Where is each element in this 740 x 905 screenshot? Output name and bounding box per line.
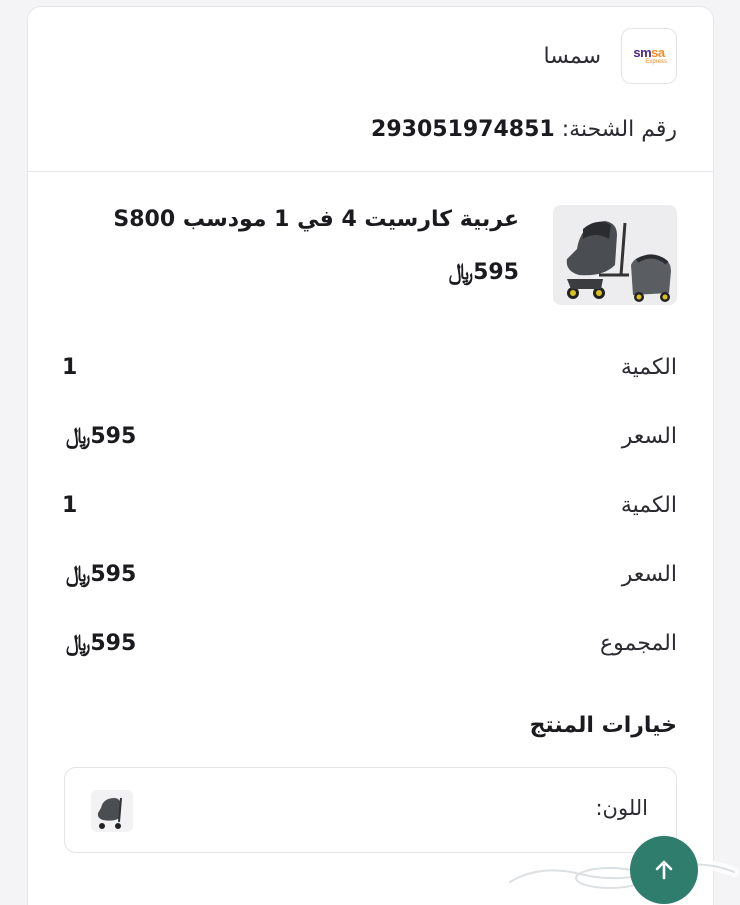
detail-value: 595﷼: [66, 561, 137, 587]
detail-row-price: [62, 418, 677, 454]
shipper-name: سمسا: [543, 43, 601, 69]
option-color-label: اللون:: [595, 796, 648, 820]
detail-label: المجموع: [600, 630, 677, 656]
shipment-card: [27, 6, 714, 905]
riyal-icon: ﷼: [66, 630, 91, 656]
option-color[interactable]: [64, 767, 677, 853]
arrow-up-icon: [650, 856, 678, 884]
product-price-value: 595: [473, 260, 519, 285]
product-image[interactable]: [553, 205, 677, 305]
detail-value: 595﷼: [66, 630, 137, 656]
detail-value: 595﷼: [66, 423, 137, 449]
detail-row-price: [62, 556, 677, 592]
scroll-top-button[interactable]: [630, 836, 698, 904]
tracking-label: رقم الشحنة:: [561, 117, 677, 142]
tracking-number: [371, 117, 677, 142]
detail-label: الكمية: [620, 354, 677, 380]
logo-sm: sm: [633, 44, 652, 60]
logo-sub: Express: [645, 58, 667, 65]
product-price: [445, 260, 519, 285]
shipper-header: [544, 28, 677, 84]
detail-label: الكمية: [620, 492, 677, 518]
detail-row-quantity: [62, 487, 677, 523]
detail-value: 1: [62, 492, 78, 518]
tracking-value[interactable]: 293051974851: [371, 117, 555, 142]
haraj-watermark: [500, 848, 740, 898]
option-color-thumbnail[interactable]: [91, 790, 133, 832]
product-options-title: خيارات المنتج: [529, 713, 677, 738]
logo-sa: sa: [651, 44, 665, 60]
riyal-icon: ﷼: [66, 423, 91, 449]
detail-row-total: [62, 625, 677, 661]
detail-value: 1: [62, 354, 78, 380]
detail-row-quantity: [62, 349, 677, 385]
product-title[interactable]: عربية كارسيت 4 في 1 مودسب S800: [113, 207, 519, 232]
riyal-icon: ﷼: [66, 561, 91, 587]
stroller-image: [553, 205, 677, 305]
detail-label: السعر: [621, 561, 677, 587]
detail-label: السعر: [621, 423, 677, 449]
stroller-thumbnail-icon: [91, 790, 133, 832]
riyal-icon: ﷼: [448, 260, 474, 285]
divider: [28, 171, 713, 172]
smsa-logo: [621, 28, 677, 84]
